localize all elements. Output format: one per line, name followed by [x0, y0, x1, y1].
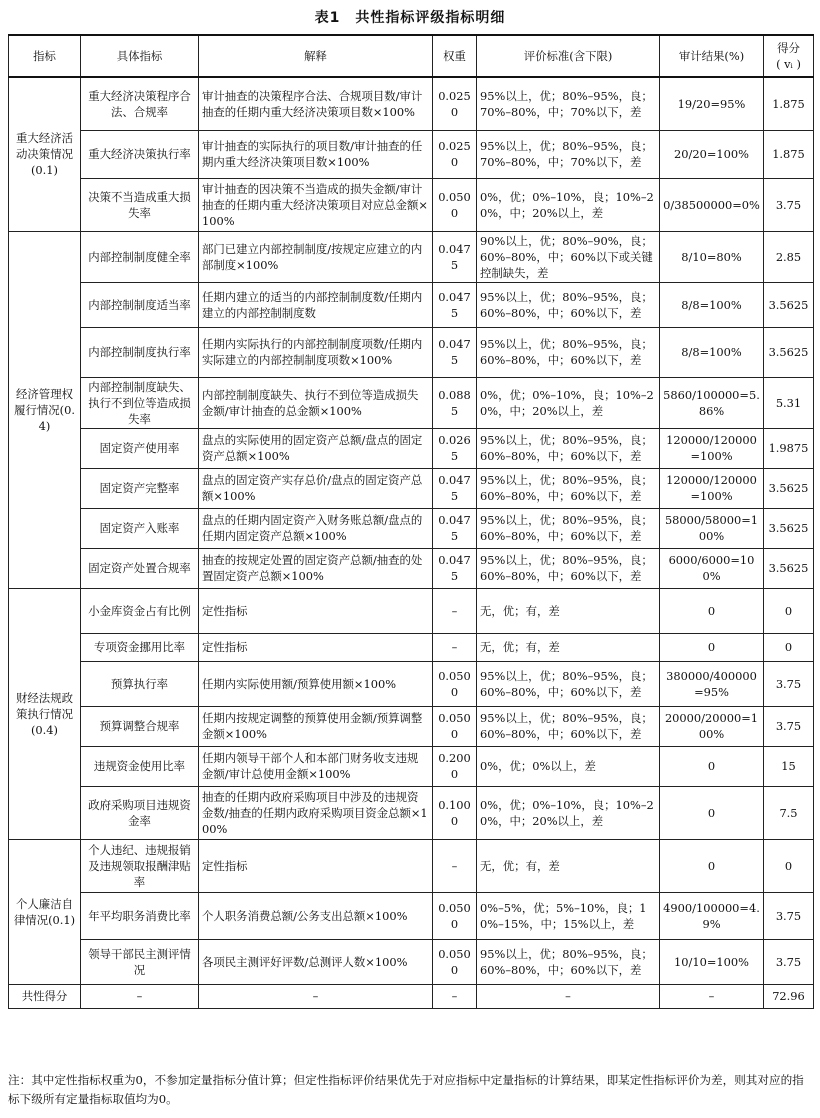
evaluation-standard: 0%，优；0%以上，差	[477, 746, 660, 786]
weight: 0.1000	[433, 786, 477, 839]
audit-result: 58000/58000=100%	[660, 508, 764, 548]
table-row	[9, 939, 814, 984]
total-row	[9, 984, 814, 1008]
evaluation-standard: 95%以上，优；80%–95%，良；60%–80%，中；60%以下，差	[477, 661, 660, 706]
audit-result: 0	[660, 786, 764, 839]
evaluation-standard: 95%以上，优；80%–95%，良；60%–80%，中；60%以下，差	[477, 939, 660, 984]
header-row	[9, 35, 814, 77]
audit-result: 380000/400000=95%	[660, 661, 764, 706]
total-dash: –	[81, 984, 199, 1008]
audit-result: 8/8=100%	[660, 282, 764, 327]
score: 3.5625	[764, 508, 814, 548]
specific-indicator: 领导干部民主测评情况	[81, 939, 199, 984]
score: 0	[764, 588, 814, 633]
score: 0	[764, 633, 814, 661]
audit-result: 5860/100000=5.86%	[660, 377, 764, 428]
explanation: 任期内实际执行的内部控制制度项数/任期内实际建立的内部控制制度项数×100%	[199, 327, 433, 377]
weight: 0.0265	[433, 428, 477, 468]
header-score-sub: ( vᵢ )	[776, 57, 801, 71]
audit-result: 0/38500000=0%	[660, 178, 764, 231]
table-row	[9, 231, 814, 282]
explanation: 任期内实际使用额/预算使用额×100%	[199, 661, 433, 706]
evaluation-standard: 无，优；有，差	[477, 839, 660, 892]
table-title: 表1 共性指标评级指标明细	[314, 10, 506, 26]
evaluation-standard: 95%以上，优；80%–95%，良；60%–80%，中；60%以下，差	[477, 428, 660, 468]
explanation: 各项民主测评好评数/总测评人数×100%	[199, 939, 433, 984]
specific-indicator: 预算执行率	[81, 661, 199, 706]
explanation: 盘点的固定资产实存总价/盘点的固定资产总额×100%	[199, 468, 433, 508]
table-row	[9, 706, 814, 746]
weight: 0.0475	[433, 231, 477, 282]
group-name: 个人廉洁自律情况(0.1)	[9, 839, 81, 984]
table-row	[9, 508, 814, 548]
table-row	[9, 839, 814, 892]
specific-indicator: 小金库资金占有比例	[81, 588, 199, 633]
table-row	[9, 327, 814, 377]
group-name: 重大经济活动决策情况(0.1)	[9, 77, 81, 231]
table-row	[9, 548, 814, 588]
table-row	[9, 178, 814, 231]
header-audit-result: 审计结果(%)	[660, 35, 764, 77]
explanation: 审计抽查的因决策不当造成的损失金额/审计抽查的任期内重大经济决策项目对应总金额×100%	[199, 178, 433, 231]
specific-indicator: 个人违纪、违规报销及违规领取报酬津贴率	[81, 839, 199, 892]
audit-result: 0	[660, 633, 764, 661]
group-name: 财经法规政策执行情况(0.4)	[9, 588, 81, 839]
score: 3.5625	[764, 548, 814, 588]
evaluation-standard: 95%以上，优；80%–95%，良；60%–80%，中；60%以下，差	[477, 282, 660, 327]
score: 1.9875	[764, 428, 814, 468]
weight: –	[433, 839, 477, 892]
score: 3.75	[764, 892, 814, 939]
audit-result: 10/10=100%	[660, 939, 764, 984]
score: 3.75	[764, 706, 814, 746]
evaluation-standard: 95%以上，优；80%–95%，良；70%–80%，中；70%以下，差	[477, 77, 660, 130]
weight: 0.0475	[433, 548, 477, 588]
weight: 0.0475	[433, 508, 477, 548]
audit-result: 0	[660, 746, 764, 786]
header-weight: 权重	[433, 35, 477, 77]
score: 5.31	[764, 377, 814, 428]
weight: 0.0475	[433, 282, 477, 327]
audit-result: 0	[660, 839, 764, 892]
audit-result: 120000/120000=100%	[660, 428, 764, 468]
header-score-label: 得分	[777, 41, 800, 55]
explanation: 内部控制制度缺失、执行不到位等造成损失金额/审计抽查的总金额×100%	[199, 377, 433, 428]
explanation: 个人职务消费总额/公务支出总额×100%	[199, 892, 433, 939]
specific-indicator: 固定资产完整率	[81, 468, 199, 508]
table-row	[9, 892, 814, 939]
explanation: 抽查的任期内政府采购项目中涉及的违规资金数/抽查的任期内政府采购项目资金总额×100%	[199, 786, 433, 839]
specific-indicator: 内部控制制度缺失、执行不到位等造成损失率	[81, 377, 199, 428]
audit-result: 6000/6000=100%	[660, 548, 764, 588]
table-row	[9, 588, 814, 633]
explanation: 审计抽查的决策程序合法、合规项目数/审计抽查的任期内重大经济决策项目数×100%	[199, 77, 433, 130]
specific-indicator: 重大经济决策程序合法、合规率	[81, 77, 199, 130]
explanation: 任期内按规定调整的预算使用金额/预算调整金额×100%	[199, 706, 433, 746]
explanation: 部门已建立内部控制制度/按规定应建立的内部制度×100%	[199, 231, 433, 282]
table-row	[9, 468, 814, 508]
table-row	[9, 786, 814, 839]
score: 3.5625	[764, 282, 814, 327]
header-score	[764, 35, 814, 77]
evaluation-standard: 0%，优；0%–10%，良；10%–20%，中；20%以上，差	[477, 178, 660, 231]
specific-indicator: 内部控制制度执行率	[81, 327, 199, 377]
evaluation-standard: 95%以上，优；80%–95%，良；70%–80%，中；70%以下，差	[477, 130, 660, 178]
weight: 0.0500	[433, 178, 477, 231]
header-standard: 评价标准(含下限)	[477, 35, 660, 77]
table-row	[9, 428, 814, 468]
specific-indicator: 决策不当造成重大损失率	[81, 178, 199, 231]
audit-result: 19/20=95%	[660, 77, 764, 130]
evaluation-standard: 0%–5%，优；5%–10%，良；10%–15%，中；15%以上，差	[477, 892, 660, 939]
explanation: 定性指标	[199, 633, 433, 661]
header-indicator: 指标	[9, 35, 81, 77]
total-score: 72.96	[764, 984, 814, 1008]
specific-indicator: 年平均职务消费比率	[81, 892, 199, 939]
weight: 0.0250	[433, 130, 477, 178]
score: 7.5	[764, 786, 814, 839]
explanation: 定性指标	[199, 839, 433, 892]
audit-result: 8/10=80%	[660, 231, 764, 282]
weight: 0.0475	[433, 468, 477, 508]
audit-result: 8/8=100%	[660, 327, 764, 377]
weight: –	[433, 588, 477, 633]
total-dash: –	[477, 984, 660, 1008]
evaluation-standard: 0%，优；0%–10%，良；10%–20%，中；20%以上，差	[477, 377, 660, 428]
specific-indicator: 政府采购项目违规资金率	[81, 786, 199, 839]
score: 0	[764, 839, 814, 892]
table-row	[9, 633, 814, 661]
specific-indicator: 固定资产入账率	[81, 508, 199, 548]
weight: 0.0500	[433, 706, 477, 746]
table-row	[9, 77, 814, 130]
evaluation-standard: 95%以上，优；80%–95%，良；60%–80%，中；60%以下，差	[477, 706, 660, 746]
specific-indicator: 固定资产使用率	[81, 428, 199, 468]
evaluation-standard: 90%以上，优；80%–90%，良；60%–80%，中；60%以下或关键控制缺失，差	[477, 231, 660, 282]
weight: 0.0500	[433, 939, 477, 984]
weight: 0.0250	[433, 77, 477, 130]
table-row	[9, 746, 814, 786]
total-dash: –	[433, 984, 477, 1008]
footnote: 注：其中定性指标权重为0，不参加定量指标分值计算；但定性指标评价结果优先于对应指标中定量指标的计算结果，即某定性指标评价为差，则其对应的指标下级所有定量指标取值均为0。	[8, 1073, 804, 1106]
score: 3.5625	[764, 468, 814, 508]
score: 1.875	[764, 130, 814, 178]
total-dash: –	[199, 984, 433, 1008]
weight: 0.0500	[433, 892, 477, 939]
score: 3.75	[764, 661, 814, 706]
evaluation-standard: 无，优；有，差	[477, 588, 660, 633]
total-dash: –	[660, 984, 764, 1008]
explanation: 定性指标	[199, 588, 433, 633]
group-name: 经济管理权履行情况(0.4)	[9, 231, 81, 588]
audit-result: 20000/20000=100%	[660, 706, 764, 746]
table-row	[9, 282, 814, 327]
audit-result: 20/20=100%	[660, 130, 764, 178]
specific-indicator: 重大经济决策执行率	[81, 130, 199, 178]
score: 1.875	[764, 77, 814, 130]
score: 3.75	[764, 178, 814, 231]
specific-indicator: 内部控制制度健全率	[81, 231, 199, 282]
table-row	[9, 661, 814, 706]
weight: 0.0475	[433, 327, 477, 377]
explanation: 盘点的任期内固定资产入财务账总额/盘点的任期内固定资产总额×100%	[199, 508, 433, 548]
audit-result: 120000/120000=100%	[660, 468, 764, 508]
explanation: 抽查的按规定处置的固定资产总额/抽查的处置固定资产总额×100%	[199, 548, 433, 588]
header-explanation: 解释	[199, 35, 433, 77]
score: 2.85	[764, 231, 814, 282]
weight: 0.0885	[433, 377, 477, 428]
table-row	[9, 130, 814, 178]
audit-result: 0	[660, 588, 764, 633]
table-body	[9, 77, 814, 984]
weight: –	[433, 633, 477, 661]
specific-indicator: 固定资产处置合规率	[81, 548, 199, 588]
evaluation-standard: 无，优；有，差	[477, 633, 660, 661]
explanation: 任期内领导干部个人和本部门财务收支违规金额/审计总使用金额×100%	[199, 746, 433, 786]
total-label: 共性得分	[9, 984, 81, 1008]
indicator-table	[8, 34, 814, 1009]
score: 3.5625	[764, 327, 814, 377]
evaluation-standard: 95%以上，优；80%–95%，良；60%–80%，中；60%以下，差	[477, 508, 660, 548]
explanation: 任期内建立的适当的内部控制制度数/任期内建立的内部控制制度数	[199, 282, 433, 327]
specific-indicator: 专项资金挪用比率	[81, 633, 199, 661]
evaluation-standard: 95%以上，优；80%–95%，良；60%–80%，中；60%以下，差	[477, 327, 660, 377]
weight: 0.2000	[433, 746, 477, 786]
header-specific-indicator: 具体指标	[81, 35, 199, 77]
score: 15	[764, 746, 814, 786]
evaluation-standard: 0%，优；0%–10%，良；10%–20%，中；20%以上，差	[477, 786, 660, 839]
specific-indicator: 内部控制制度适当率	[81, 282, 199, 327]
audit-result: 4900/100000=4.9%	[660, 892, 764, 939]
weight: 0.0500	[433, 661, 477, 706]
explanation: 盘点的实际使用的固定资产总额/盘点的固定资产总额×100%	[199, 428, 433, 468]
evaluation-standard: 95%以上，优；80%–95%，良；60%–80%，中；60%以下，差	[477, 548, 660, 588]
table-row	[9, 377, 814, 428]
specific-indicator: 预算调整合规率	[81, 706, 199, 746]
specific-indicator: 违规资金使用比率	[81, 746, 199, 786]
explanation: 审计抽查的实际执行的项目数/审计抽查的任期内重大经济决策项目数×100%	[199, 130, 433, 178]
score: 3.75	[764, 939, 814, 984]
evaluation-standard: 95%以上，优；80%–95%，良；60%–80%，中；60%以下，差	[477, 468, 660, 508]
